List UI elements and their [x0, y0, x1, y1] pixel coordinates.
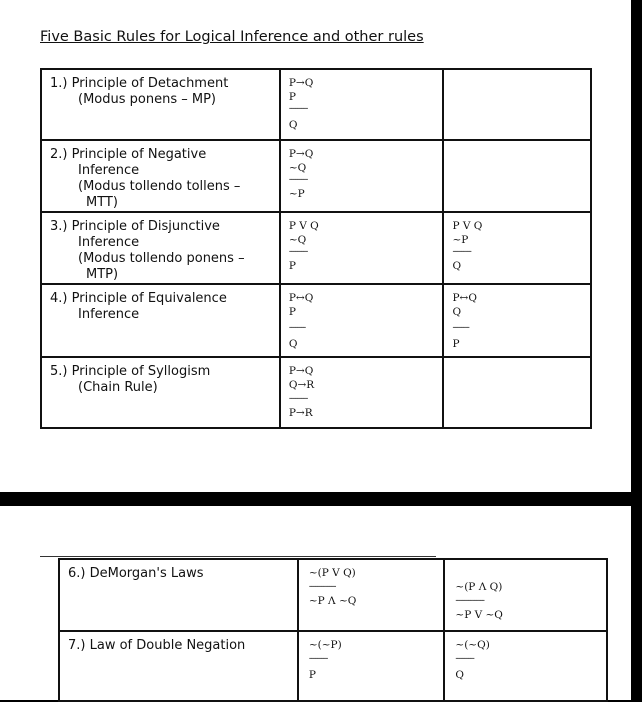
premise-2: ~P [452, 234, 469, 246]
table-row [41, 212, 591, 284]
rule-name-cell [41, 140, 280, 212]
premise-1: ~(~Q) [455, 639, 490, 651]
rule-subname-cont: MTT) [86, 195, 118, 210]
divider-line [40, 556, 436, 557]
rule-form-cell [298, 559, 445, 631]
separator-line: --------- [308, 654, 328, 664]
conclusion: P→R [288, 407, 313, 419]
table-row [59, 559, 607, 631]
separator-line: --------- [288, 104, 308, 114]
rule-form-cell [280, 357, 444, 428]
table-row [41, 69, 591, 140]
rules-table [40, 68, 592, 429]
premise-1: P↔Q [288, 292, 314, 304]
rule-name-cont: Inference [78, 235, 140, 250]
separator-line: --------- [288, 247, 308, 257]
table-row [41, 357, 591, 428]
separator-line: ------------- [308, 582, 336, 592]
rule-name-cell [59, 631, 298, 701]
rule-name: Principle of Equivalence [71, 291, 227, 306]
conclusion: Q [288, 119, 298, 131]
rule-form-cell [280, 69, 444, 140]
rule-subname-cont: MTP) [86, 267, 119, 282]
premise-1: P→Q [288, 148, 314, 160]
premise-1: ~(P V Q) [308, 567, 356, 579]
conclusion: P [288, 260, 296, 272]
conclusion: ~P V ~Q [455, 609, 503, 621]
rule-name-cell [41, 69, 280, 140]
rule-alt-form-cell [444, 559, 607, 631]
rule-subname: (Chain Rule) [78, 380, 158, 395]
premise-2: ~Q [288, 162, 307, 174]
rule-form-cell [280, 284, 444, 357]
conclusion: P [308, 669, 316, 681]
premise-2: P [288, 306, 296, 318]
rule-name-cell [41, 357, 280, 428]
separator-line: --------- [452, 247, 471, 257]
rule-alt-form-cell [444, 631, 607, 701]
rule-number: 6.) [68, 566, 86, 581]
rule-name: Principle of Syllogism [71, 364, 211, 379]
rule-name-cell [41, 212, 280, 284]
premise-2: P [288, 91, 296, 103]
rule-number: 2.) [50, 147, 68, 162]
conclusion: Q [455, 669, 464, 681]
rule-number: 3.) [50, 219, 68, 234]
separator-line: --------- [288, 175, 308, 185]
premise-1: P→Q [288, 77, 314, 89]
rule-number: 7.) [68, 638, 86, 653]
table-row [41, 140, 591, 212]
rule-form-cell [280, 140, 444, 212]
rule-name: Principle of Detachment [71, 76, 229, 91]
separator-line: -------------- [455, 596, 484, 606]
separator-line: --------- [455, 654, 474, 664]
premise-1: P V Q [452, 220, 483, 232]
separator-line: --------- [288, 394, 308, 404]
separator-line: -------- [452, 323, 469, 333]
rule-name-cell [41, 284, 280, 357]
rules-table-2 [58, 558, 608, 702]
rule-form-cell [298, 631, 445, 701]
table-row [41, 284, 591, 357]
premise-1: P→Q [288, 365, 314, 377]
premise-1: ~(P Λ Q) [455, 581, 503, 593]
premise-2: Q [452, 306, 462, 318]
premise-1: P V Q [288, 220, 319, 232]
premise-1: ~(~P) [308, 639, 342, 651]
table-row [59, 631, 607, 701]
rule-alt-form-cell [443, 69, 591, 140]
page-title: Five Basic Rules for Logical Inference and other rules [40, 29, 424, 45]
conclusion: ~P [288, 188, 305, 200]
rule-name-cell [59, 559, 298, 631]
rule-alt-form-cell [443, 357, 591, 428]
separator-line: -------- [288, 323, 306, 333]
premise-2: ~Q [288, 234, 307, 246]
rule-name: Law of Double Negation [89, 638, 246, 653]
rule-number: 1.) [50, 76, 68, 91]
rule-number: 5.) [50, 364, 68, 379]
premise-2: Q→R [288, 379, 315, 391]
rule-alt-form-cell [443, 284, 591, 357]
rule-alt-form-cell [443, 140, 591, 212]
rule-subname: (Modus tollendo ponens – [78, 251, 245, 266]
rule-form-cell [280, 212, 444, 284]
conclusion: ~P Λ ~Q [308, 595, 357, 607]
rule-subname: (Modus tollendo tollens – [78, 179, 241, 194]
conclusion: P [452, 338, 460, 350]
rule-name: DeMorgan's Laws [89, 566, 204, 581]
premise-1: P↔Q [452, 292, 477, 304]
rule-alt-form-cell [443, 212, 591, 284]
rule-name-cont: Inference [78, 307, 140, 322]
rule-subname: (Modus ponens – MP) [78, 92, 216, 107]
conclusion: Q [452, 260, 462, 272]
rule-name-cont: Inference [78, 163, 140, 178]
rule-number: 4.) [50, 291, 68, 306]
rule-name: Principle of Disjunctive [71, 219, 220, 234]
rule-name: Principle of Negative [71, 147, 207, 162]
document-page-2 [0, 506, 631, 700]
conclusion: Q [288, 338, 298, 350]
